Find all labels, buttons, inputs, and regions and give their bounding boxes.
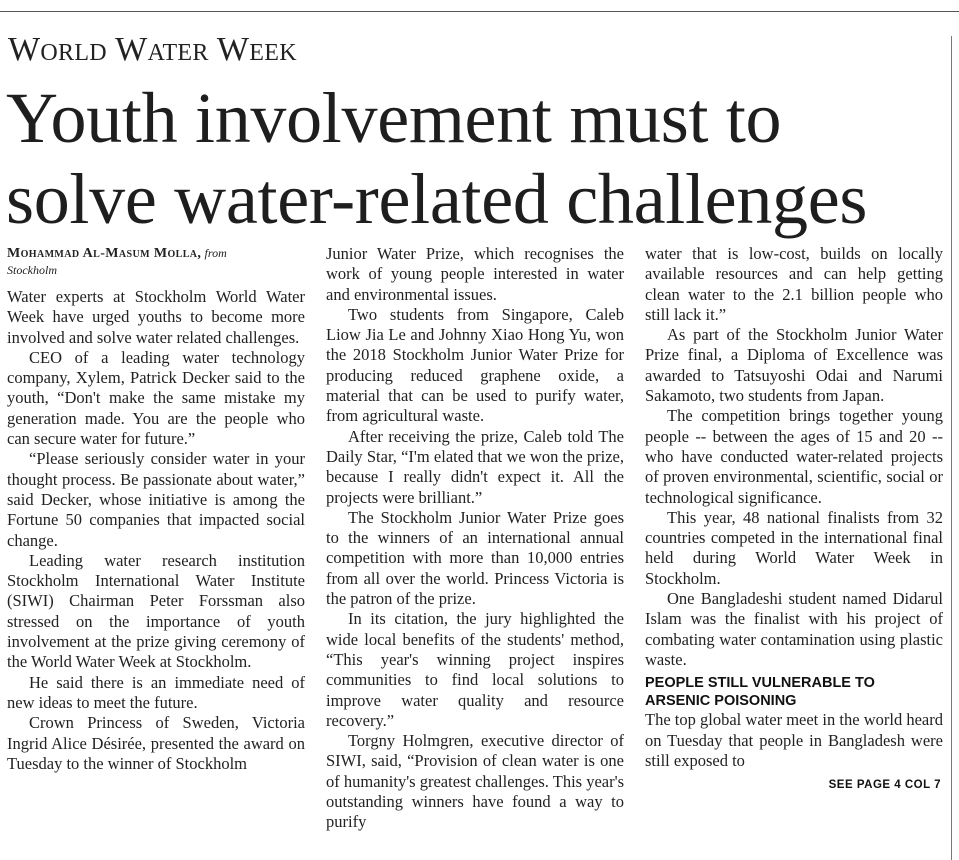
paragraph: water that is low-cost, builds on locally available resources and can help getting clean water to the 2.1 billion people who still lack it.” [645, 244, 943, 324]
paragraph: One Bangladeshi student named Didarul Islam was the finalist with his project of combating water contamination using plastic waste. [645, 589, 943, 669]
paragraph: He said there is an immediate need of new ideas to meet the future. [7, 672, 305, 712]
paragraph: “Please seriously consider water in your thought process. Be passionate about water,” said Decker, whose initiative is among the Fortune 50 companies that impacted social change. [7, 449, 305, 550]
jump-line: SEE PAGE 4 COL 7 [828, 779, 941, 792]
paragraph: After receiving the prize, Caleb told The Daily Star, “I'm elated that we won the prize, because I really didn't expect it. All the projects were brilliant.” [326, 426, 624, 507]
paragraph: Leading water research institution Stockholm International Water Institute (SIWI) Chairman Peter Forssman also stressed on the importance of youth involvement at the prize giving ceremony of the World Water Week at Stockholm. [7, 550, 305, 672]
paragraph: As part of the Stockholm Junior Water Prize final, a Diploma of Excellence was awarded to Tatsuyoshi Odai and Narumi Sakamoto, two students from Japan. [645, 325, 943, 406]
byline [7, 244, 305, 279]
paragraph: CEO of a leading water technology company, Xylem, Patrick Decker said to the youth, “Don't make the same mistake my generation made. You are the people who can secure water for future.” [7, 347, 305, 449]
byline-place: Stockholm [7, 263, 57, 277]
paragraph: Torgny Holmgren, executive director of SIWI, said, “Provision of clean water is one of humanity's greatest challenges. This year's outstanding winners have found a way to purify [326, 731, 624, 832]
paragraph: Two students from Singapore, Caleb Liow Jia Le and Johnny Xiao Hong Yu, won the 2018 Stockholm Junior Water Prize for producing reduced graphene oxide, a material that can be used to purify water, from agricultural waste. [326, 304, 624, 426]
headline-line-1: Youth involvement must to [6, 78, 782, 158]
paragraph: The Stockholm Junior Water Prize goes to the winners of an international annual competition with more than 10,000 entries from all over the world. Princess Victoria is the patron of the prize. [326, 507, 624, 609]
article-column-1 [7, 244, 305, 774]
byline-author: Mohammad Al-Masum Molla, [7, 246, 202, 261]
paragraph: The competition brings together young people -- between the ages of 15 and 20 -- who have conducted water-related projects of proven environmental, scientific, social or technological significance. [645, 406, 943, 507]
paragraph: This year, 48 national finalists from 32 countries competed in the international final held during World Water Week in Stockholm. [645, 507, 943, 588]
paragraph: Crown Princess of Sweden, Victoria Ingrid Alice Désirée, presented the award on Tuesday to the winner of Stockholm [7, 713, 305, 773]
paragraph: Water experts at Stockholm World Water Week have urged youths to become more involved and solve water related challenges. [7, 287, 305, 347]
paragraph: The top global water meet in the world heard on Tuesday that people in Bangladesh were still exposed to [645, 710, 943, 770]
column-rule [951, 36, 952, 860]
subheading: PEOPLE STILL VULNERABLE TO ARSENIC POISONING [645, 675, 875, 710]
article-column-2 [326, 244, 624, 833]
headline [6, 78, 946, 240]
section-kicker: World Water Week [8, 31, 297, 68]
headline-line-2: solve water-related challenges [6, 159, 868, 239]
byline-from: from [204, 246, 227, 260]
top-rule [0, 11, 959, 12]
article-column-3 [645, 244, 943, 795]
paragraph: In its citation, the jury highlighted the wide local benefits of the students' method, “This year's winning project inspires communities to find local solutions to improve water quality and resource recovery.” [326, 609, 624, 730]
paragraph: Junior Water Prize, which recognises the work of young people interested in water and environmental issues. [326, 244, 624, 304]
